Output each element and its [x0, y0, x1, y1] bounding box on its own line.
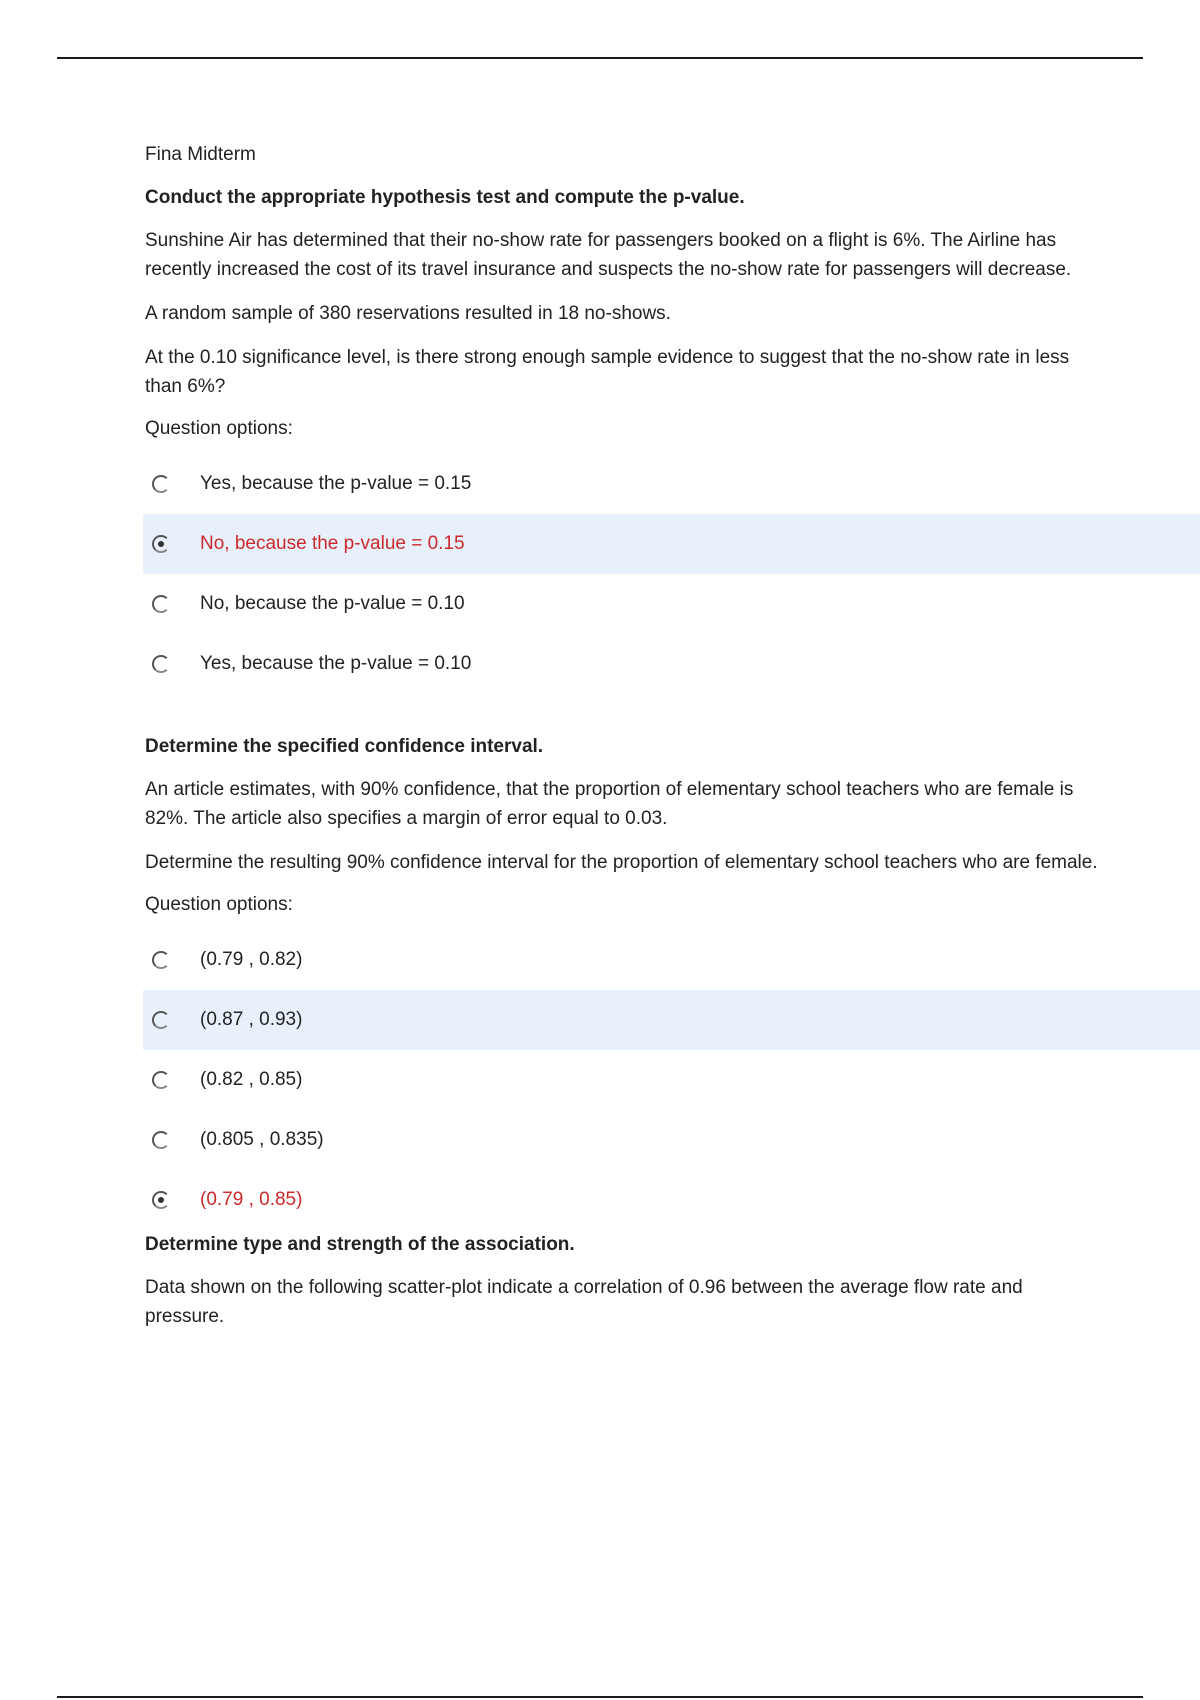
options-label: Question options:	[145, 418, 293, 439]
options-list	[145, 930, 1100, 1230]
option-row[interactable]	[143, 1050, 1200, 1110]
option-label: No, because the p-value = 0.15	[200, 533, 465, 554]
option-row[interactable]	[143, 930, 1200, 990]
question-heading: Determine the specified confidence interval.	[145, 736, 544, 757]
option-row[interactable]	[143, 514, 1200, 574]
option-row[interactable]	[143, 634, 1200, 694]
question-paragraph: A random sample of 380 reservations resulted in 18 no-shows.	[145, 303, 671, 324]
question-heading: Determine type and strength of the association.	[145, 1234, 575, 1255]
option-row[interactable]	[143, 454, 1200, 514]
question-paragraph: Data shown on the following scatter-plot indicate a correlation of 0.96 between the average flow rate and pressure.	[145, 1277, 1023, 1327]
document-title: Fina Midterm	[145, 144, 256, 165]
option-label: (0.805 , 0.835)	[200, 1129, 324, 1150]
spacer	[145, 694, 1100, 734]
radio-unselected-icon[interactable]	[151, 654, 171, 674]
question-paragraph: Determine the resulting 90% confidence interval for the proportion of elementary school teachers who are female.	[145, 852, 1098, 873]
option-label: No, because the p-value = 0.10	[200, 593, 465, 614]
question-paragraph: An article estimates, with 90% confidence, that the proportion of elementary school teachers who are female is 82%. The article also specifies a margin of error equal to 0.03.	[145, 779, 1074, 829]
question-paragraph: At the 0.10 significance level, is there strong enough sample evidence to suggest that the no-show rate in less than 6%?	[145, 347, 1070, 397]
radio-selected-icon[interactable]	[151, 1190, 171, 1210]
bottom-rule	[57, 1696, 1143, 1698]
radio-unselected-icon[interactable]	[151, 474, 171, 494]
question-3	[145, 1232, 1100, 1331]
document-body	[145, 142, 1100, 1346]
question-2	[145, 734, 1100, 1232]
radio-unselected-icon[interactable]	[151, 1010, 171, 1030]
option-label: (0.79 , 0.82)	[200, 949, 303, 970]
radio-selected-icon[interactable]	[151, 534, 171, 554]
radio-unselected-icon[interactable]	[151, 1130, 171, 1150]
option-label: (0.79 , 0.85)	[200, 1189, 303, 1210]
top-rule	[57, 57, 1143, 59]
question-1	[145, 185, 1100, 734]
option-row[interactable]	[143, 990, 1200, 1050]
option-row[interactable]	[143, 574, 1200, 634]
option-row[interactable]	[143, 1110, 1200, 1170]
radio-unselected-icon[interactable]	[151, 1070, 171, 1090]
option-label: Yes, because the p-value = 0.15	[200, 473, 472, 494]
options-label: Question options:	[145, 894, 293, 915]
options-list	[145, 454, 1100, 694]
question-paragraph: Sunshine Air has determined that their no-show rate for passengers booked on a flight is 6%. The Airline has recently increased the cost of its travel insurance and suspects the no-show rate for passengers will decrease.	[145, 230, 1072, 280]
radio-unselected-icon[interactable]	[151, 950, 171, 970]
question-heading: Conduct the appropriate hypothesis test and compute the p-value.	[145, 187, 745, 208]
radio-unselected-icon[interactable]	[151, 594, 171, 614]
option-label: Yes, because the p-value = 0.10	[200, 653, 472, 674]
option-label: (0.82 , 0.85)	[200, 1069, 303, 1090]
option-row[interactable]	[143, 1170, 1200, 1230]
option-label: (0.87 , 0.93)	[200, 1009, 303, 1030]
